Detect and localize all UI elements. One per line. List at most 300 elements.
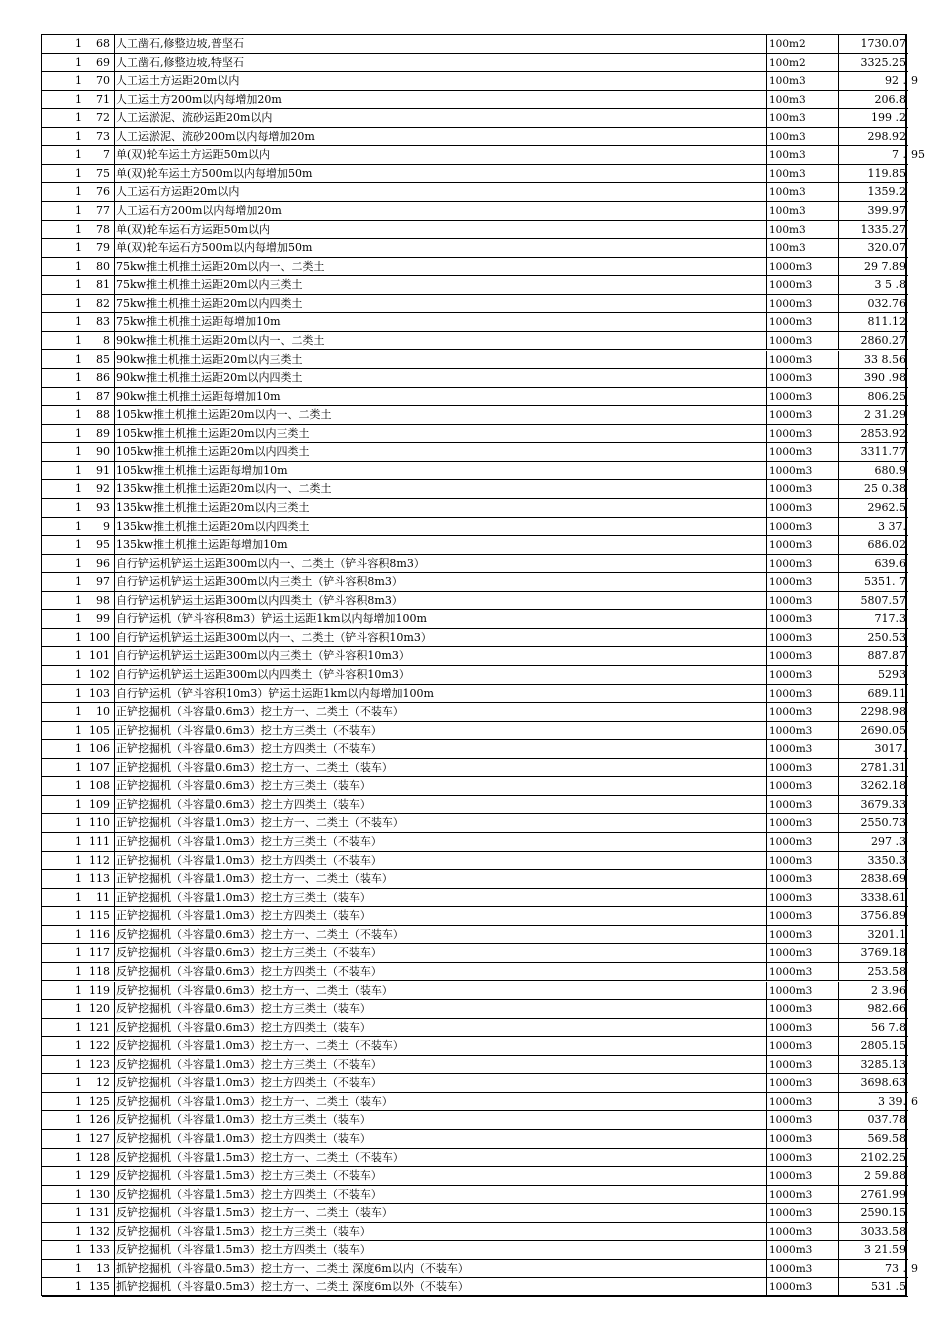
col-index: 1 — [75, 204, 82, 218]
col-description: 自行铲运机铲运土运距300m以内三类土（铲斗容积10m3） — [114, 647, 766, 665]
col-description: 135kw推土机推土运距每增加10m — [114, 536, 766, 554]
col-description: 105kw推土机推土运距20m以内一、二类土 — [114, 406, 766, 424]
col-code: 73 — [96, 129, 110, 143]
col-code: 126 — [89, 1113, 110, 1127]
col-price: 3 5 .8 — [838, 276, 908, 294]
col-unit: 1000m3 — [766, 276, 838, 294]
table-row — [42, 852, 908, 871]
col-price: 2 59.88 — [838, 1167, 908, 1185]
col-index: 1 — [75, 166, 82, 180]
col-index: 1 — [75, 185, 82, 199]
table-row — [42, 1000, 908, 1019]
col-index: 1 — [75, 241, 82, 255]
col-price: 206.8 — [838, 91, 908, 109]
table-row — [42, 109, 908, 128]
col-price: 3325.25 — [838, 54, 908, 72]
col-description: 正铲挖掘机（斗容量0.6m3）挖土方一、二类土（装车） — [114, 759, 766, 777]
table-row — [42, 536, 908, 555]
col-unit: 100m3 — [766, 109, 838, 127]
col-code: 11 — [96, 890, 110, 904]
col-index: 1 — [75, 1206, 82, 1220]
table-row — [42, 1260, 918, 1279]
col-description: 90kw推土机推土运距20m以内四类土 — [114, 369, 766, 387]
col-index: 1 — [75, 612, 82, 626]
price-table — [41, 34, 925, 1296]
col-price: 5293 — [838, 666, 908, 684]
col-code: 78 — [96, 222, 110, 236]
col-unit: 1000m3 — [766, 647, 838, 665]
col-index: 1 — [75, 519, 82, 533]
col-description: 自行铲运机铲运土运距300m以内三类土（铲斗容积8m3） — [114, 573, 766, 591]
col-index: 1 — [75, 408, 82, 422]
col-index: 1 — [75, 482, 82, 496]
col-unit: 1000m3 — [766, 1260, 838, 1278]
col-description: 人工运淤泥、流砂200m以内每增加20m — [114, 128, 766, 146]
col-unit: 1000m3 — [766, 1111, 838, 1129]
table-row — [42, 1186, 908, 1205]
col-price: 3 21.59 — [838, 1241, 908, 1259]
col-code: 109 — [89, 797, 110, 811]
col-price: 3262.18 — [838, 777, 908, 795]
col-price: 3338.61 — [838, 889, 908, 907]
col-code: 98 — [96, 593, 110, 607]
col-code: 128 — [89, 1150, 110, 1164]
col-unit: 1000m3 — [766, 499, 838, 517]
col-unit: 1000m3 — [766, 1167, 838, 1185]
col-index: 1 — [75, 1131, 82, 1145]
table-row — [42, 1278, 908, 1297]
col-unit: 1000m3 — [766, 740, 838, 758]
col-index: 1 — [75, 835, 82, 849]
col-price: 2690.05 — [838, 722, 908, 740]
col-index: 1 — [75, 538, 82, 552]
col-unit: 1000m3 — [766, 518, 838, 536]
col-description: 自行铲运机（铲斗容积8m3）铲运土运距1km以内每增加100m — [114, 610, 766, 628]
col-unit: 1000m3 — [766, 425, 838, 443]
table-row — [42, 1019, 908, 1038]
col-description: 人工凿石,修整边坡,普坚石 — [114, 35, 766, 53]
col-index: 1 — [75, 222, 82, 236]
col-description: 反铲挖掘机（斗容量1.5m3）挖土方三类土（不装车） — [114, 1167, 766, 1185]
col-description: 正铲挖掘机（斗容量0.6m3）挖土方一、二类土（不装车） — [114, 703, 766, 721]
col-price: 92 . — [838, 72, 908, 90]
col-index: 1 — [75, 1150, 82, 1164]
table-row — [42, 1111, 908, 1130]
col-price: 3756.89 — [838, 907, 908, 925]
table-row — [42, 833, 908, 852]
col-index: 1 — [75, 111, 82, 125]
col-code: 95 — [96, 538, 110, 552]
col-price: 5807.57 — [838, 592, 908, 610]
col-unit: 100m3 — [766, 239, 838, 257]
col-price: 037.78 — [838, 1111, 908, 1129]
col-description: 人工凿石,修整边坡,特坚石 — [114, 54, 766, 72]
table-row — [42, 499, 908, 518]
col-index: 1 — [75, 500, 82, 514]
table-row — [42, 443, 908, 462]
col-code: 77 — [96, 204, 110, 218]
col-unit: 1000m3 — [766, 759, 838, 777]
table-row — [42, 870, 908, 889]
col-description: 人工运石方200m以内每增加20m — [114, 202, 766, 220]
col-description: 自行铲运机（铲斗容积10m3）铲运土运距1km以内每增加100m — [114, 685, 766, 703]
col-description: 正铲挖掘机（斗容量1.0m3）挖土方四类土（不装车） — [114, 852, 766, 870]
col-description: 正铲挖掘机（斗容量0.6m3）挖土方三类土（不装车） — [114, 722, 766, 740]
table-row — [42, 1074, 908, 1093]
table-row — [42, 685, 908, 704]
col-price: 806.25 — [838, 388, 908, 406]
col-index: 1 — [75, 463, 82, 477]
col-index: 1 — [75, 148, 82, 162]
table-row — [42, 276, 908, 295]
overflow-digit: 9 — [911, 1261, 918, 1275]
col-index: 1 — [75, 760, 82, 774]
col-unit: 1000m3 — [766, 907, 838, 925]
col-code: 107 — [89, 760, 110, 774]
col-code: 71 — [96, 92, 110, 106]
col-description: 单(双)轮车运土方运距50m以内 — [114, 146, 766, 164]
col-unit: 1000m3 — [766, 833, 838, 851]
table-row — [42, 722, 908, 741]
col-code: 83 — [96, 315, 110, 329]
col-code: 90 — [96, 445, 110, 459]
col-description: 单(双)轮车运石方运距50m以内 — [114, 221, 766, 239]
col-description: 反铲挖掘机（斗容量1.0m3）挖土方四类土（装车） — [114, 1130, 766, 1148]
col-index: 1 — [75, 593, 82, 607]
table-row — [42, 146, 925, 165]
col-description: 反铲挖掘机（斗容量0.6m3）挖土方四类土（装车） — [114, 1019, 766, 1037]
col-index: 1 — [75, 37, 82, 50]
col-index: 1 — [75, 371, 82, 385]
col-price: 680.9 — [838, 462, 908, 480]
col-description: 单(双)轮车运土方500m以内每增加50m — [114, 165, 766, 183]
col-price: 2962.5 — [838, 499, 908, 517]
col-unit: 1000m3 — [766, 1000, 838, 1018]
table-row — [42, 518, 908, 537]
col-index: 1 — [75, 1187, 82, 1201]
col-price: 2805.15 — [838, 1037, 908, 1055]
col-code: 121 — [89, 1020, 110, 1034]
col-code: 123 — [89, 1057, 110, 1071]
col-description: 抓铲挖掘机（斗容量0.5m3）挖土方一、二类土 深度6m以内（不装车） — [114, 1260, 766, 1278]
col-price: 119.85 — [838, 165, 908, 183]
col-price: 390 .98 — [838, 369, 908, 387]
col-unit: 1000m3 — [766, 814, 838, 832]
table-row — [42, 666, 908, 685]
col-unit: 1000m3 — [766, 573, 838, 591]
col-code: 75 — [96, 166, 110, 180]
col-code: 8 — [103, 333, 110, 347]
col-code: 100 — [89, 630, 110, 644]
col-unit: 1000m3 — [766, 1037, 838, 1055]
col-price: 2838.69 — [838, 870, 908, 888]
col-index: 1 — [75, 779, 82, 793]
col-code: 72 — [96, 111, 110, 125]
col-description: 反铲挖掘机（斗容量0.6m3）挖土方一、二类土（装车） — [114, 982, 766, 1000]
table-row — [42, 907, 908, 926]
col-description: 反铲挖掘机（斗容量1.5m3）挖土方四类土（装车） — [114, 1241, 766, 1259]
table-row — [42, 573, 908, 592]
table-row — [42, 258, 908, 277]
col-index: 1 — [75, 668, 82, 681]
col-code: 9 — [103, 519, 110, 533]
col-description: 单(双)轮车运石方500m以内每增加50m — [114, 239, 766, 257]
col-price: 2 3.96 — [838, 982, 908, 1000]
col-code: 135 — [89, 1280, 110, 1294]
table-row — [42, 239, 908, 258]
col-code: 70 — [96, 74, 110, 88]
col-unit: 1000m3 — [766, 388, 838, 406]
col-price: 2 31.29 — [838, 406, 908, 424]
col-unit: 1000m3 — [766, 351, 838, 369]
col-description: 反铲挖掘机（斗容量0.6m3）挖土方三类土（装车） — [114, 1000, 766, 1018]
table-row — [42, 313, 908, 332]
col-description: 90kw推土机推土运距每增加10m — [114, 388, 766, 406]
col-index: 1 — [75, 129, 82, 143]
col-price: 2550.73 — [838, 814, 908, 832]
col-price: 3311.77 — [838, 443, 908, 461]
col-price: 811.12 — [838, 313, 908, 331]
col-description: 正铲挖掘机（斗容量1.0m3）挖土方四类土（装车） — [114, 907, 766, 925]
col-description: 反铲挖掘机（斗容量1.0m3）挖土方四类土（不装车） — [114, 1074, 766, 1092]
col-unit: 100m3 — [766, 128, 838, 146]
col-unit: 1000m3 — [766, 1093, 838, 1111]
col-index: 1 — [75, 742, 82, 756]
col-index: 1 — [75, 853, 82, 867]
col-code: 125 — [89, 1094, 110, 1108]
col-description: 正铲挖掘机（斗容量0.6m3）挖土方四类土（不装车） — [114, 740, 766, 758]
col-price: 3698.63 — [838, 1074, 908, 1092]
col-description: 反铲挖掘机（斗容量1.0m3）挖土方三类土（装车） — [114, 1111, 766, 1129]
col-unit: 1000m3 — [766, 610, 838, 628]
col-unit: 1000m3 — [766, 1149, 838, 1167]
table-row — [42, 332, 908, 351]
col-price: 1359.2 — [838, 183, 908, 201]
table-row — [42, 759, 908, 778]
col-description: 75kw推土机推土运距20m以内三类土 — [114, 276, 766, 294]
table-row — [42, 777, 908, 796]
table-row — [42, 982, 908, 1001]
table-row — [42, 1093, 918, 1112]
overflow-digit: 95 — [911, 148, 925, 162]
col-code: 118 — [89, 964, 110, 978]
col-index: 1 — [75, 575, 82, 589]
col-unit: 1000m3 — [766, 1074, 838, 1092]
col-code: 127 — [89, 1131, 110, 1145]
col-index: 1 — [75, 556, 82, 570]
table-row — [42, 1223, 908, 1242]
table-row — [42, 703, 908, 722]
col-description: 135kw推土机推土运距20m以内一、二类土 — [114, 480, 766, 498]
col-code: 12 — [96, 1076, 110, 1090]
col-description: 105kw推土机推土运距20m以内四类土 — [114, 443, 766, 461]
col-code: 76 — [96, 185, 110, 199]
col-description: 105kw推土机推土运距20m以内三类土 — [114, 425, 766, 443]
col-index: 1 — [75, 1224, 82, 1238]
col-unit: 1000m3 — [766, 1204, 838, 1222]
col-price: 689.11 — [838, 685, 908, 703]
table-row — [42, 91, 908, 110]
col-code: 91 — [96, 463, 110, 477]
table-row — [42, 944, 908, 963]
col-price: 298.92 — [838, 128, 908, 146]
table-row — [42, 1056, 908, 1075]
col-code: 97 — [96, 575, 110, 589]
col-code: 82 — [96, 296, 110, 310]
col-index: 1 — [75, 1113, 82, 1127]
col-code: 85 — [96, 352, 110, 366]
col-unit: 1000m3 — [766, 944, 838, 962]
col-index: 1 — [75, 389, 82, 403]
col-unit: 1000m3 — [766, 480, 838, 498]
col-unit: 100m3 — [766, 146, 838, 164]
col-index: 1 — [75, 426, 82, 440]
col-price: 25 0.38 — [838, 480, 908, 498]
col-index: 1 — [75, 1243, 82, 1257]
col-index: 1 — [75, 333, 82, 347]
col-index: 1 — [75, 1002, 82, 1016]
col-unit: 1000m3 — [766, 332, 838, 350]
col-unit: 100m3 — [766, 183, 838, 201]
col-description: 自行铲运机铲运土运距300m以内四类土（铲斗容积10m3） — [114, 666, 766, 684]
col-index: 1 — [75, 909, 82, 923]
col-price: 887.87 — [838, 647, 908, 665]
col-price: 29 7.89 — [838, 258, 908, 276]
col-index: 1 — [75, 630, 82, 644]
col-unit: 1000m3 — [766, 443, 838, 461]
col-index: 1 — [75, 1020, 82, 1034]
col-code: 129 — [89, 1169, 110, 1183]
table-row — [42, 814, 908, 833]
col-code: 7 — [103, 148, 110, 162]
col-price: 3 37. — [838, 518, 908, 536]
col-code: 81 — [96, 278, 110, 292]
table-row — [42, 202, 908, 221]
col-code: 115 — [89, 909, 110, 923]
col-code: 93 — [96, 500, 110, 514]
col-description: 反铲挖掘机（斗容量1.5m3）挖土方三类土（装车） — [114, 1223, 766, 1241]
col-code: 132 — [89, 1224, 110, 1238]
col-code: 101 — [89, 649, 110, 663]
col-index: 1 — [75, 1057, 82, 1071]
col-price: 73 . — [838, 1260, 908, 1278]
col-price: 33 8.56 — [838, 351, 908, 369]
col-index: 1 — [75, 1169, 82, 1183]
col-unit: 1000m3 — [766, 722, 838, 740]
col-unit: 1000m3 — [766, 777, 838, 795]
col-unit: 1000m3 — [766, 313, 838, 331]
col-index: 1 — [75, 723, 82, 737]
col-unit: 1000m3 — [766, 703, 838, 721]
col-description: 反铲挖掘机（斗容量0.6m3）挖土方一、二类土（不装车） — [114, 926, 766, 944]
col-unit: 1000m3 — [766, 889, 838, 907]
col-index: 1 — [75, 296, 82, 310]
col-unit: 1000m3 — [766, 796, 838, 814]
col-price: 032.76 — [838, 295, 908, 313]
col-code: 116 — [89, 927, 110, 941]
col-price: 399.97 — [838, 202, 908, 220]
col-price: 2761.99 — [838, 1186, 908, 1204]
col-description: 反铲挖掘机（斗容量1.0m3）挖土方三类土（不装车） — [114, 1056, 766, 1074]
col-code: 130 — [89, 1187, 110, 1201]
table-row — [42, 1204, 908, 1223]
table-row — [42, 165, 908, 184]
col-description: 自行铲运机铲运土运距300m以内一、二类土（铲斗容积8m3） — [114, 555, 766, 573]
col-unit: 1000m3 — [766, 666, 838, 684]
col-unit: 1000m3 — [766, 1056, 838, 1074]
col-description: 90kw推土机推土运距20m以内三类土 — [114, 351, 766, 369]
col-unit: 1000m3 — [766, 963, 838, 981]
col-index: 1 — [75, 797, 82, 811]
col-index: 1 — [75, 1261, 82, 1275]
col-price: 3 39. — [838, 1093, 908, 1111]
col-price: 569.58 — [838, 1130, 908, 1148]
col-price: 3201.1 — [838, 926, 908, 944]
col-code: 96 — [96, 556, 110, 570]
col-description: 正铲挖掘机（斗容量1.0m3）挖土方一、二类土（装车） — [114, 870, 766, 888]
table-row — [42, 926, 908, 945]
col-price: 3769.18 — [838, 944, 908, 962]
col-description: 135kw推土机推土运距20m以内三类土 — [114, 499, 766, 517]
col-unit: 1000m3 — [766, 1019, 838, 1037]
col-code: 87 — [96, 389, 110, 403]
table-row — [42, 54, 908, 73]
col-price: 297 .3 — [838, 833, 908, 851]
col-code: 112 — [89, 853, 110, 867]
col-price: 639.6 — [838, 555, 908, 573]
table-row — [42, 369, 908, 388]
col-index: 1 — [75, 816, 82, 830]
col-unit: 1000m3 — [766, 852, 838, 870]
col-description: 人工运淤泥、流砂运距20m以内 — [114, 109, 766, 127]
col-unit: 1000m3 — [766, 982, 838, 1000]
col-description: 自行铲运机铲运土运距300m以内一、二类土（铲斗容积10m3） — [114, 629, 766, 647]
col-code: 68 — [96, 37, 110, 50]
table-row — [42, 351, 908, 370]
col-index: 1 — [75, 927, 82, 941]
col-unit: 1000m3 — [766, 406, 838, 424]
col-price: 686.02 — [838, 536, 908, 554]
col-description: 反铲挖掘机（斗容量1.0m3）挖土方一、二类土（不装车） — [114, 1037, 766, 1055]
col-code: 79 — [96, 241, 110, 255]
col-unit: 1000m3 — [766, 462, 838, 480]
col-price: 5351. 7 — [838, 573, 908, 591]
col-unit: 1000m3 — [766, 369, 838, 387]
table-row — [42, 1130, 908, 1149]
col-price: 2298.98 — [838, 703, 908, 721]
col-description: 75kw推土机推土运距20m以内一、二类土 — [114, 258, 766, 276]
col-code: 106 — [89, 742, 110, 756]
col-code: 99 — [96, 612, 110, 626]
table-row — [42, 406, 908, 425]
col-price: 3033.58 — [838, 1223, 908, 1241]
col-code: 102 — [89, 668, 110, 681]
col-price: 2860.27 — [838, 332, 908, 350]
table-row — [42, 72, 918, 91]
col-unit: 100m3 — [766, 72, 838, 90]
table-row — [42, 462, 908, 481]
col-code: 80 — [96, 259, 110, 273]
col-price: 3017. — [838, 740, 908, 758]
table-row — [42, 889, 908, 908]
col-price: 250.53 — [838, 629, 908, 647]
col-description: 105kw推土机推土运距每增加10m — [114, 462, 766, 480]
col-price: 2590.15 — [838, 1204, 908, 1222]
col-code: 103 — [89, 686, 110, 700]
table-row — [42, 963, 908, 982]
col-code: 120 — [89, 1002, 110, 1016]
col-code: 119 — [89, 983, 110, 997]
